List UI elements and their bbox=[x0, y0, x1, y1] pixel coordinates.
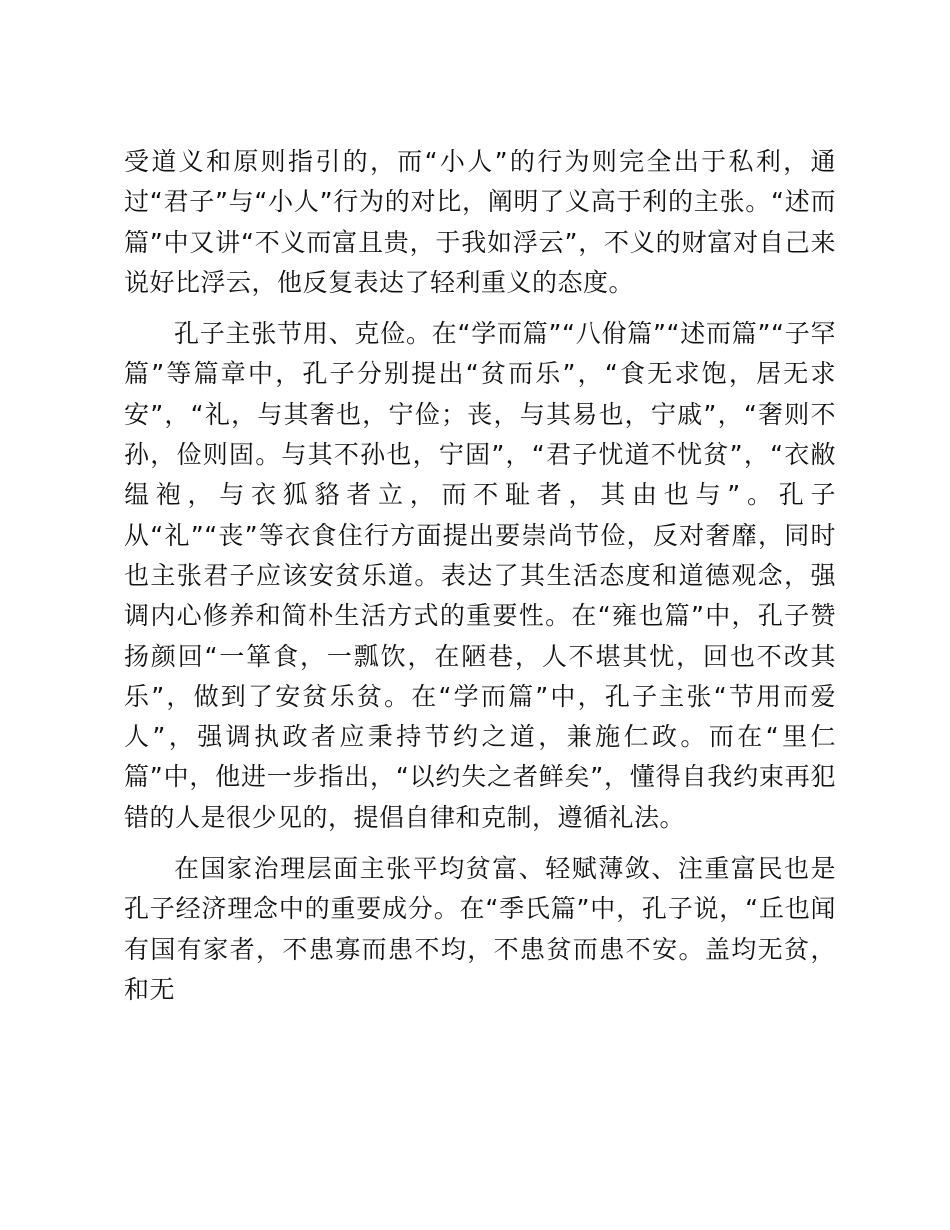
paragraph-1: 受道义和原则指引的，而“小人”的行为则完全出于私利，通过“君子”与“小人”行为的对比，阐明了义高于利的主张。“述而篇”中又讲“不义而富且贵，于我如浮云”，不义的财富对自己来说好比浮云，他反复表达了轻利重义的态度。 bbox=[124, 147, 836, 297]
document-page bbox=[124, 142, 836, 1010]
paragraph-3: 在国家治理层面主张平均贫富、轻赋薄敛、注重富民也是孔子经济理念中的重要成分。在“季氏篇”中，孔子说，“丘也闻有国有家者，不患寡而患不均，不患贫而患不安。盖均无贫，和无 bbox=[124, 854, 836, 1004]
paragraph-2: 孔子主张节用、克俭。在“学而篇”“八佾篇”“述而篇”“子罕篇”等篇章中，孔子分别提出“贫而乐”，“食无求饱，居无求安”，“礼，与其奢也，宁俭；丧，与其易也，宁戚”，“奢则不孙，俭则固。与其不孙也，宁固”，“君子忧道不忧贫”，“衣敝缊袍，与衣狐貉者立，而不耻者，其由也与”。孔子从“礼”“丧”等衣食住行方面提出要崇尚节俭，反对奢靡，同时也主张君子应该安贫乐道。表达了其生活态度和道德观念，强调内心修养和简朴生活方式的重要性。在“雍也篇”中，孔子赞扬颜回“一箪食，一瓢饮，在陋巷，人不堪其忧，回也不改其乐”，做到了安贫乐贫。在“学而篇”中，孔子主张“节用而爱人”，强调执政者应秉持节约之道，兼施仁政。而在“里仁篇”中，他进一步指出，“以约失之者鲜矣”，懂得自我约束再犯错的人是很少见的，提倡自律和克制，遵循礼法。 bbox=[124, 319, 836, 832]
